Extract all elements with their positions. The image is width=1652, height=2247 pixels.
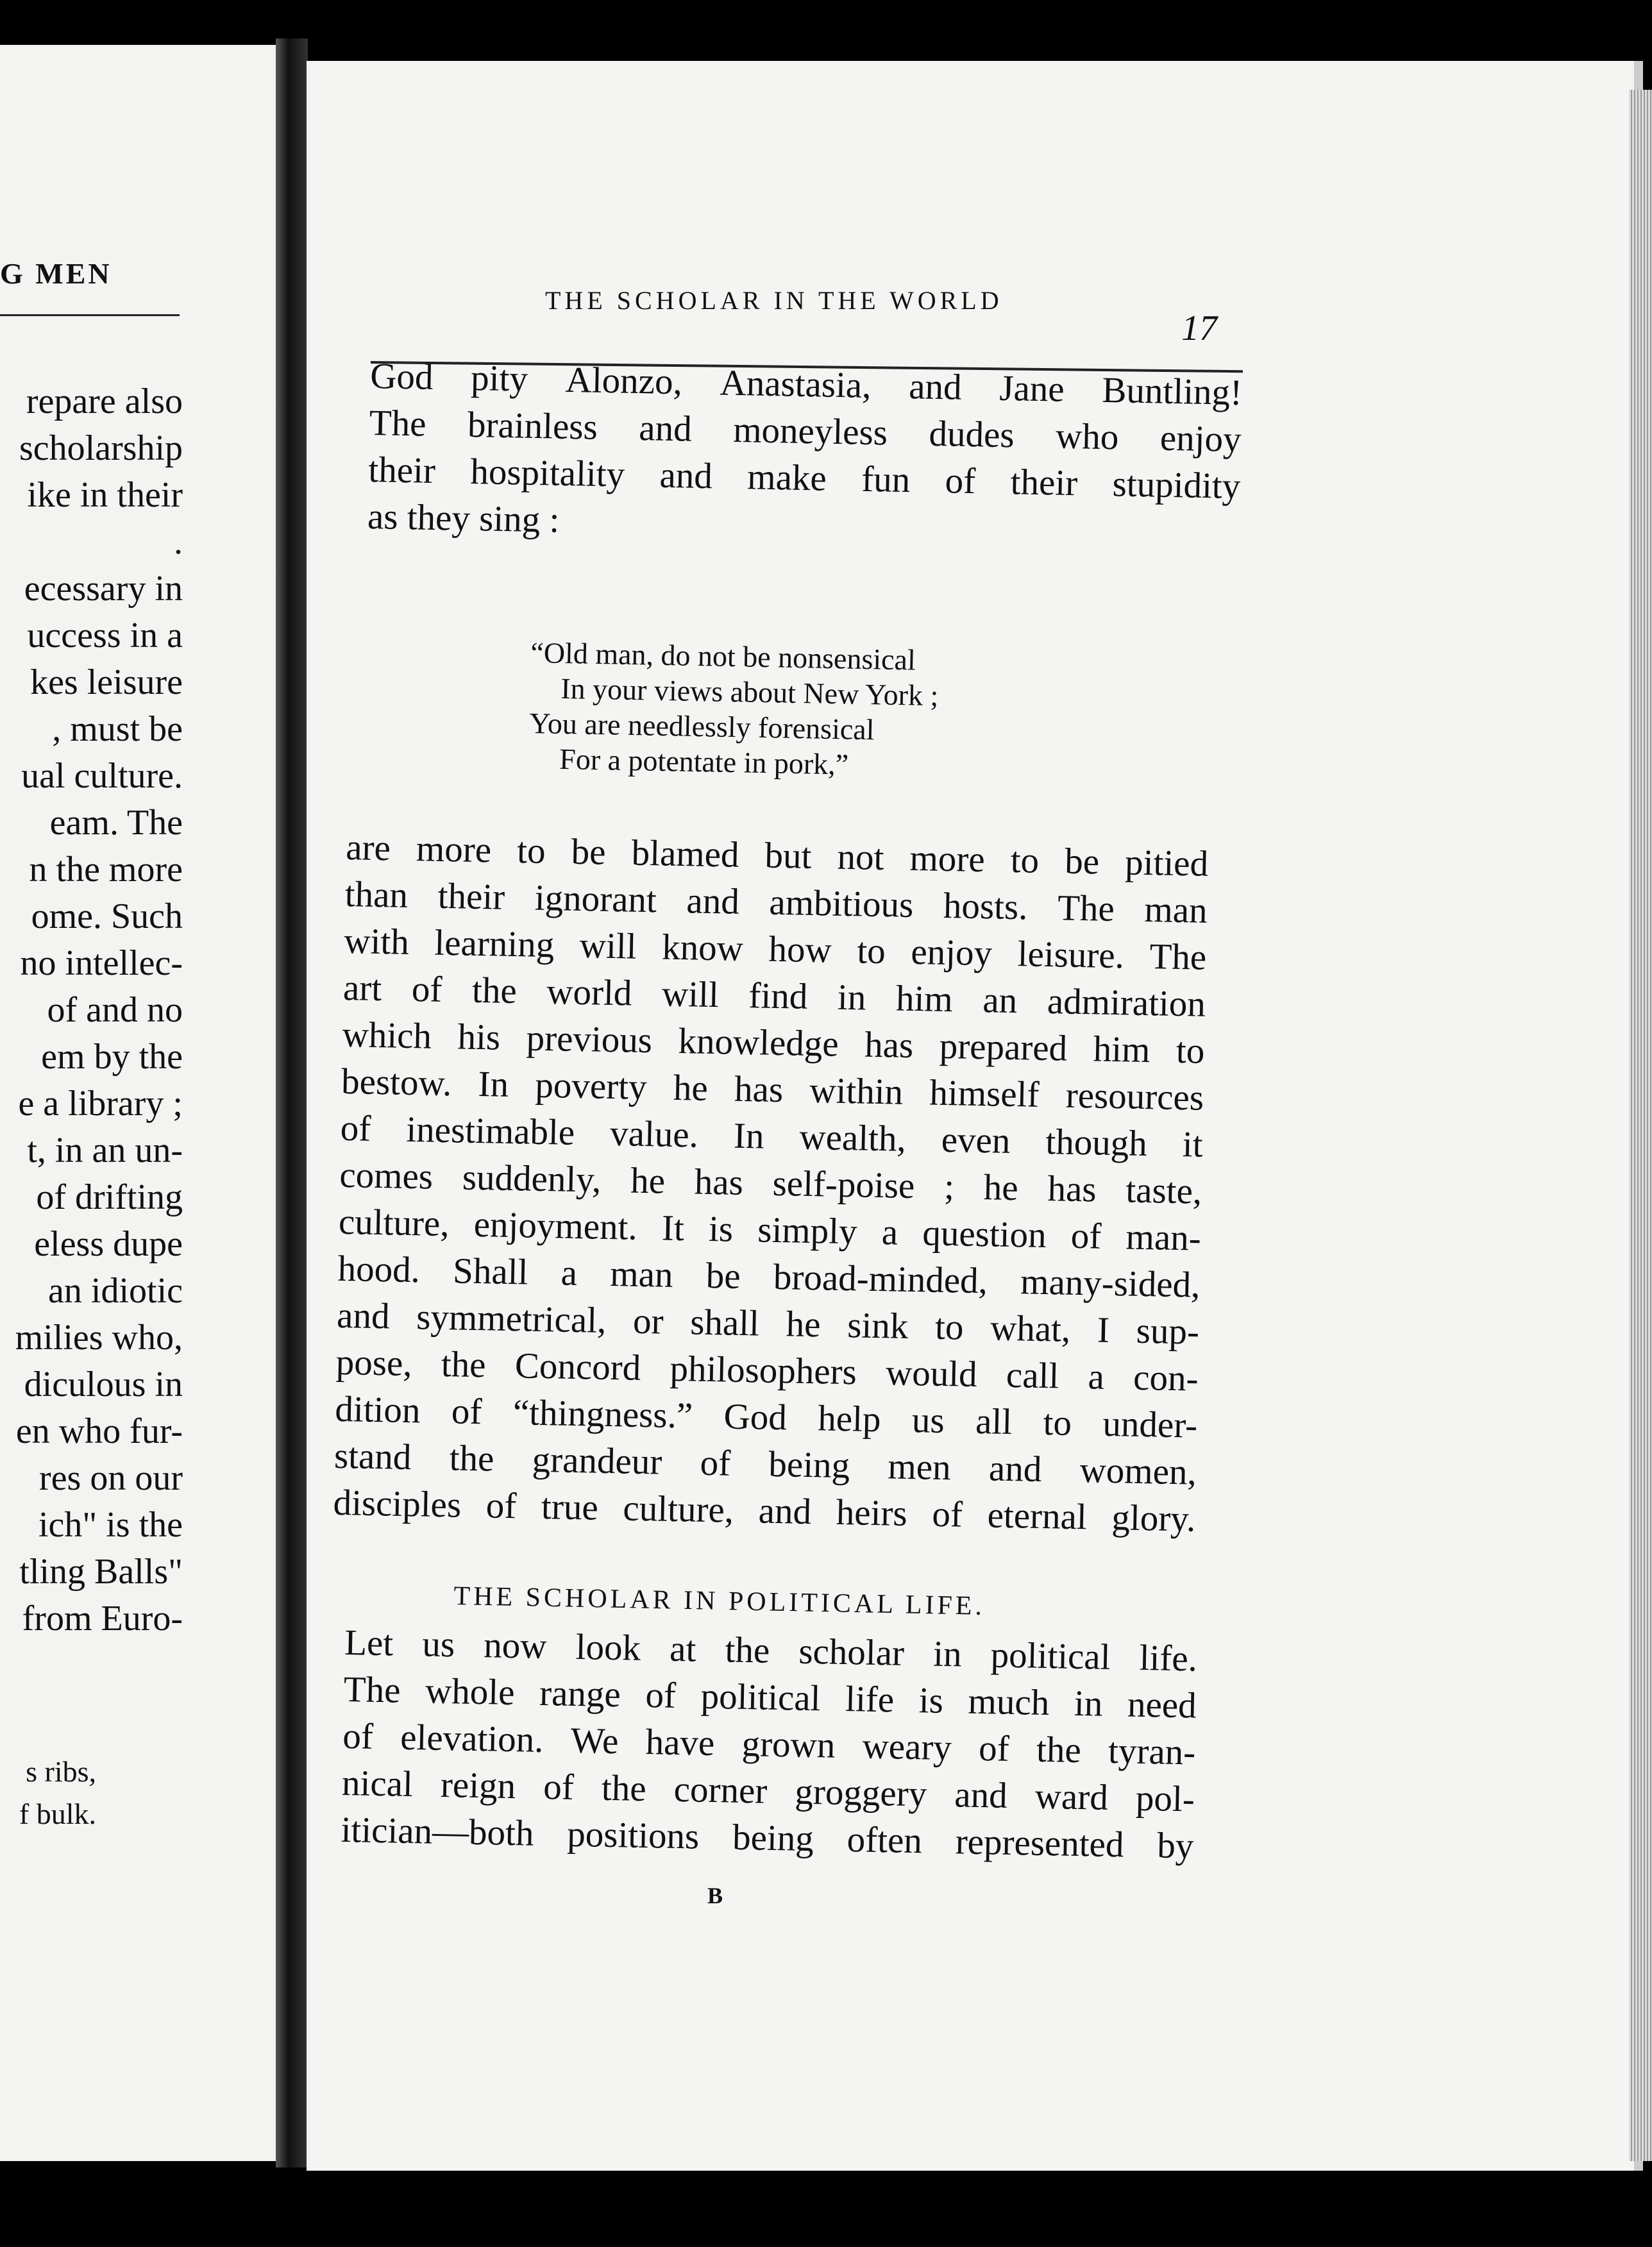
left-text-line: of and no [47, 990, 183, 1030]
left-text-line: from Euro- [22, 1599, 183, 1638]
page-number: 17 [1181, 308, 1217, 348]
body-line: The brainless and moneyless dudes who enjoy [369, 402, 1242, 460]
body-line: hood. Shall a man be broad-minded, many-sided, [337, 1248, 1201, 1306]
section-title: THE SCHOLAR IN POLITICAL LIFE. [453, 1581, 986, 1621]
left-text-line: . [174, 522, 183, 562]
left-text-line: eless dupe [34, 1224, 183, 1264]
left-text-line: of drifting [36, 1177, 183, 1217]
left-text-line: e a library ; [18, 1084, 183, 1124]
body-line: stand the grandeur of being men and women, [333, 1435, 1197, 1493]
body-line: The whole range of political life is much in need [343, 1669, 1197, 1726]
left-text-line: an idiotic [48, 1271, 183, 1311]
running-head: THE SCHOLAR IN THE WORLD [545, 286, 1003, 315]
left-text-line: en who fur- [15, 1411, 183, 1451]
left-text-line: t, in an un- [27, 1131, 183, 1170]
left-text-line: ome. Such [31, 896, 183, 936]
body-line: of elevation. We have grown weary of the tyran- [342, 1715, 1196, 1773]
left-text-line: no intellec- [20, 943, 183, 983]
body-line: itician—both positions being often represented by [341, 1809, 1195, 1867]
signature-mark: B [707, 1883, 723, 1908]
left-footnote-line: f bulk. [19, 1797, 96, 1830]
body-line: are more to be blamed but not more to be pitied [345, 827, 1209, 884]
left-text-line: diculous in [24, 1365, 183, 1404]
paragraph-3 [341, 1619, 1198, 1869]
left-text-line: ich" is the [38, 1505, 183, 1545]
body-line: of inestimable value. In wealth, even though it [340, 1107, 1204, 1165]
poem-line: “Old man, do not be nonsensical [530, 635, 916, 677]
body-line: comes suddenly, he has self-poise ; he has taste, [339, 1154, 1202, 1212]
left-text-line: res on our [39, 1458, 183, 1498]
left-running-head: G MEN [0, 257, 112, 290]
body-line: art of the world will find in him an admiration [342, 967, 1206, 1025]
body-line: which his previous knowledge has prepared him to [342, 1014, 1205, 1072]
body-line: Let us now look at the scholar in political life. [344, 1622, 1198, 1679]
body-line: their hospitality and make fun of their stupidity [367, 449, 1241, 507]
left-text-line: repare also [26, 382, 183, 421]
left-text-line: milies who, [15, 1318, 183, 1358]
body-line: disciples of true culture, and heirs of eternal glory. [333, 1482, 1196, 1540]
left-text-line: scholarship [19, 428, 183, 468]
body-line: and symmetrical, or shall he sink to what, I sup- [336, 1295, 1200, 1352]
left-text-line: ual culture. [21, 756, 183, 796]
poem-line: You are needlessly forensical [528, 706, 875, 746]
left-head-rule [0, 314, 180, 316]
poem-line: In your views about New York ; [560, 671, 939, 712]
body-line: God pity Alonzo, Anastasia, and Jane Buntling! [369, 355, 1243, 414]
poem-quote [528, 635, 940, 784]
left-footnote [0, 1751, 96, 1835]
book-gutter [276, 38, 308, 2167]
body-line: dition of “thingness.” God help us all to under- [334, 1388, 1198, 1446]
paragraph-1 [367, 353, 1242, 557]
left-text-line: tling Balls" [19, 1552, 183, 1592]
body-line: than their ignorant and ambitious hosts. The man [344, 873, 1208, 931]
right-page [307, 61, 1643, 2171]
left-text-line: eam. The [49, 803, 183, 843]
body-line: as they sing : [367, 496, 560, 541]
body-line: pose, the Concord philosophers would call a con- [335, 1342, 1199, 1399]
body-line: bestow. In poverty he has within himself resources [341, 1061, 1204, 1118]
left-text-line: kes leisure [30, 662, 183, 702]
body-line: with learning will know how to enjoy leisure. The [343, 920, 1207, 978]
paragraph-2 [333, 824, 1209, 1543]
left-text-line: uccess in a [27, 616, 183, 655]
left-page-text [0, 378, 183, 1642]
left-text-line: , must be [52, 709, 183, 749]
left-text-line: n the more [29, 850, 183, 889]
left-text-line: ecessary in [24, 569, 183, 609]
left-page [0, 45, 282, 2161]
left-footnote-line: s ribs, [26, 1755, 96, 1788]
page-edges [1629, 90, 1652, 2161]
poem-line: For a potentate in pork,” [559, 742, 849, 781]
left-text-line: ike in their [27, 475, 183, 515]
body-line: culture, enjoyment. It is simply a question of man- [338, 1201, 1202, 1259]
left-text-line: em by the [41, 1037, 183, 1077]
body-line: nical reign of the corner groggery and ward pol- [341, 1762, 1195, 1820]
